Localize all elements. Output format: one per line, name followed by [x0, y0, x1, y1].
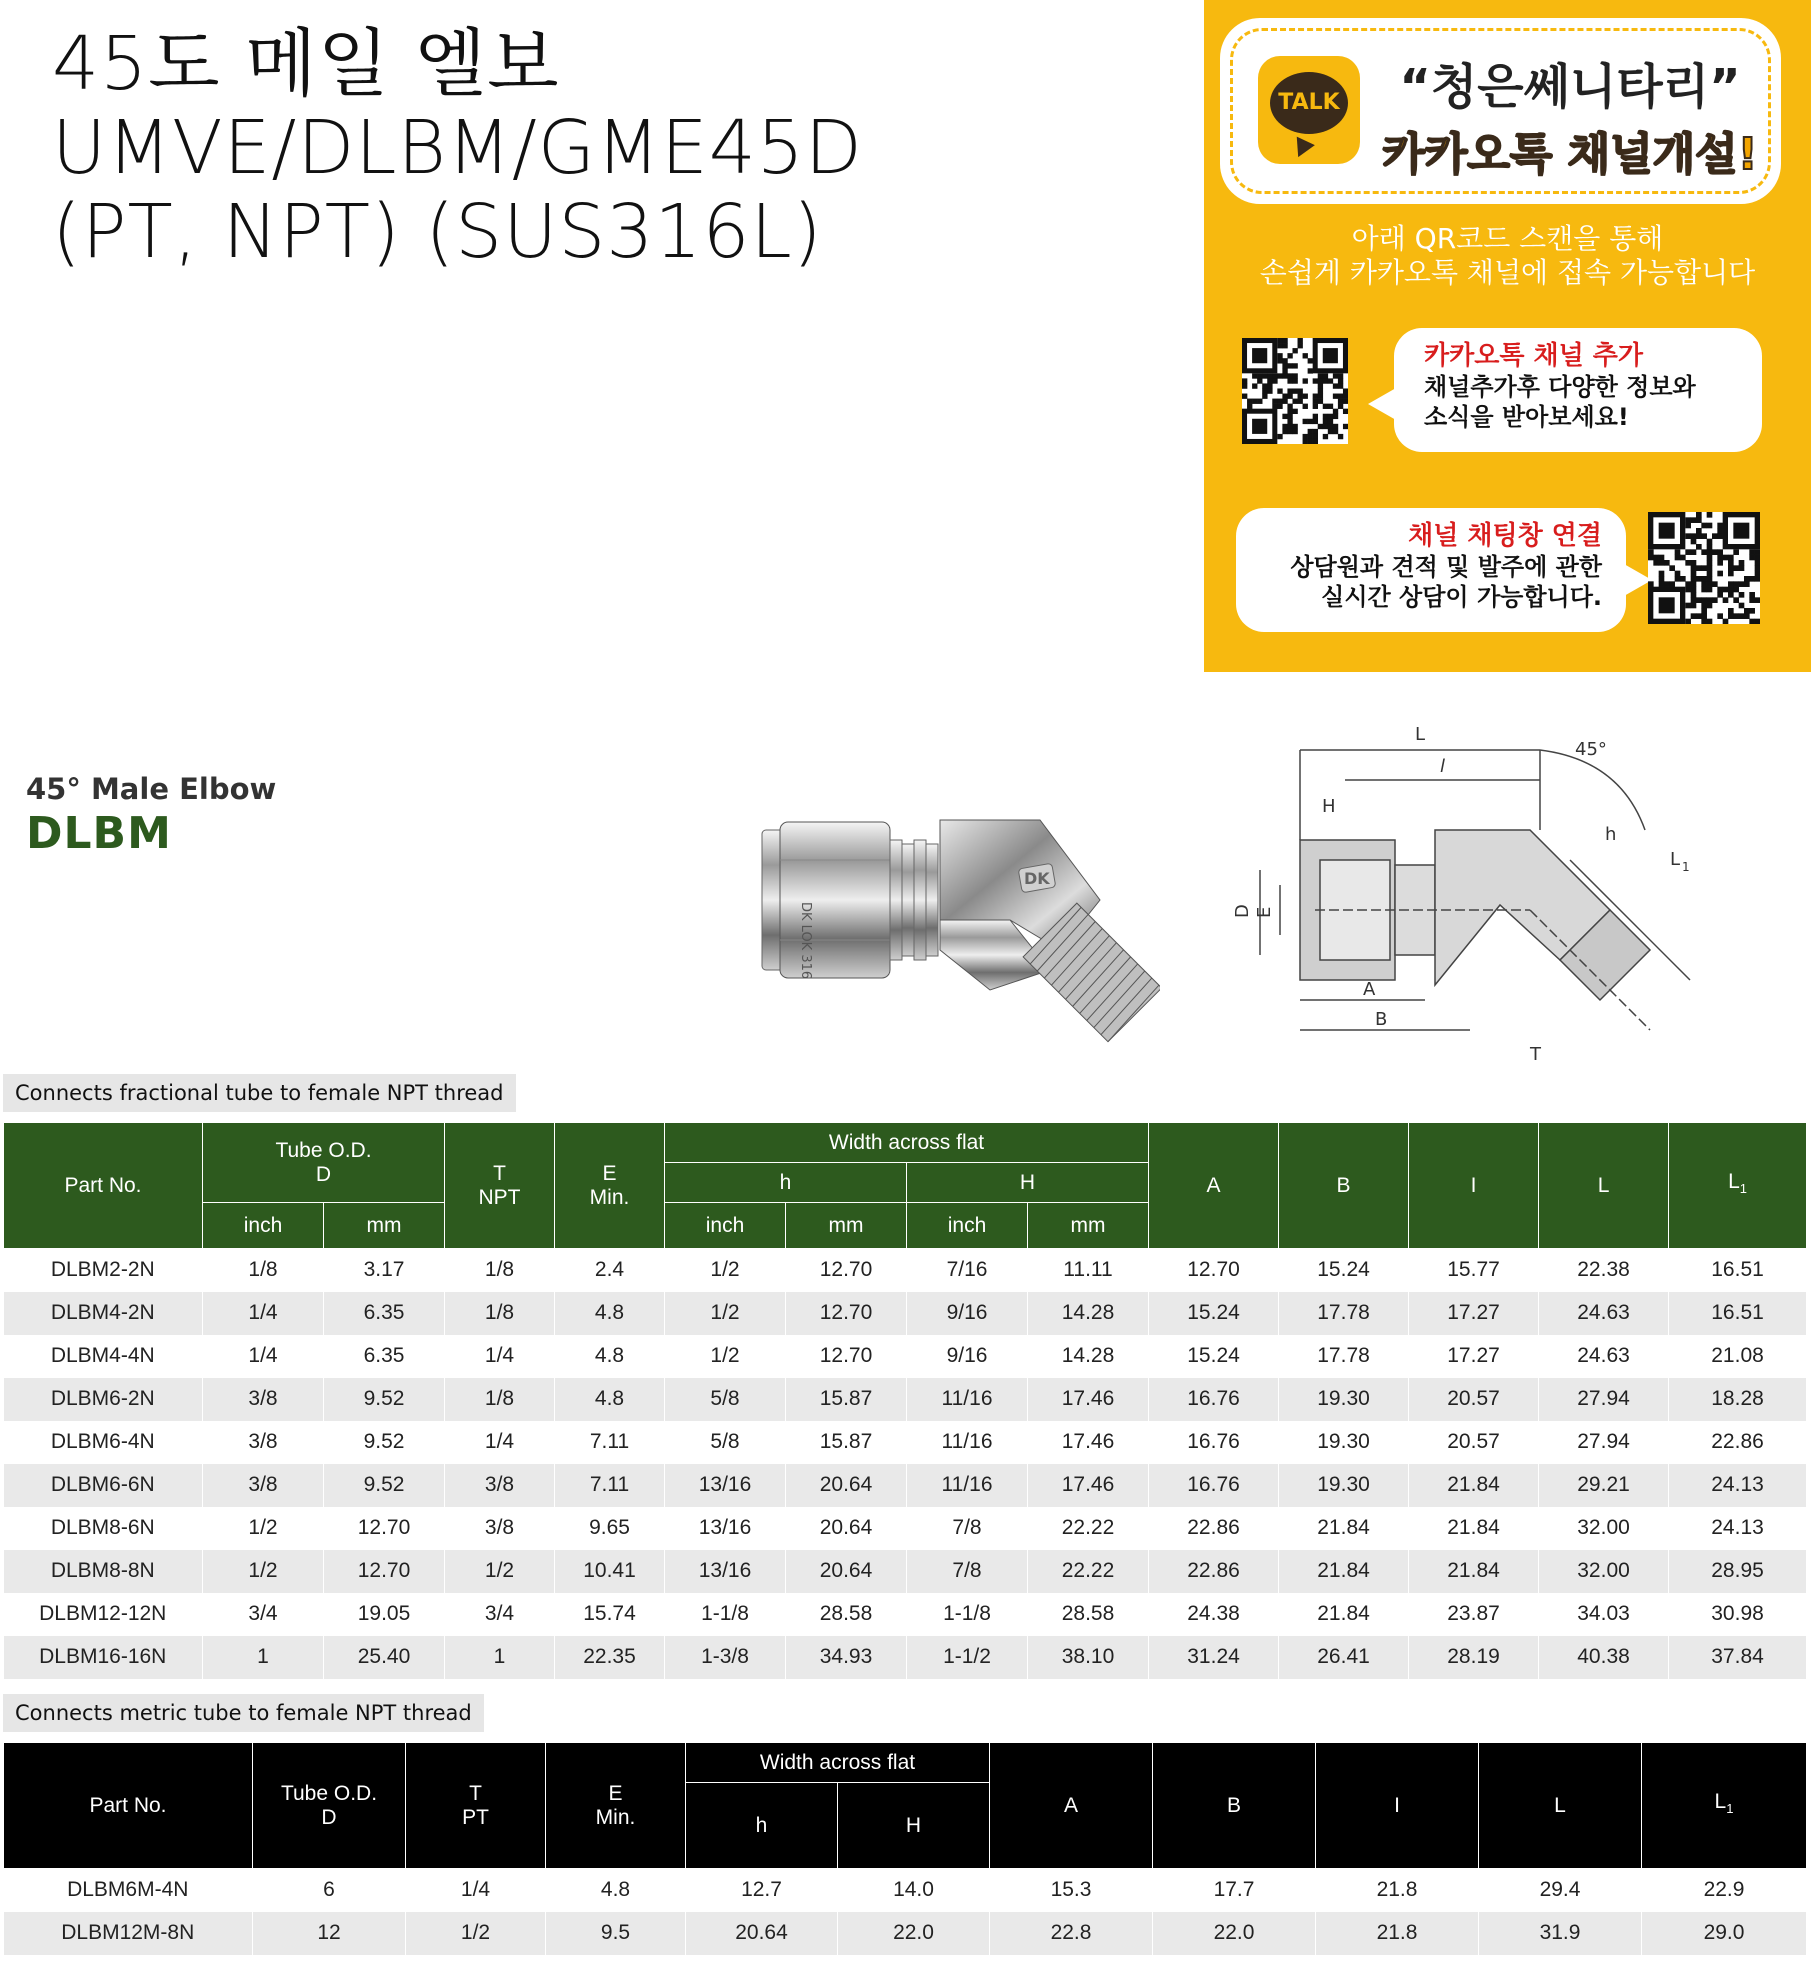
- channel-add-text-1: 채널추가후 다양한 정보와: [1424, 373, 1696, 401]
- product-subtitle: 45° Male Elbow: [26, 772, 277, 806]
- dim-E: E: [1254, 906, 1275, 918]
- table-cell: 22.8: [990, 1912, 1153, 1955]
- dim-L: L: [1415, 724, 1426, 745]
- table-cell: 16.76: [1149, 1378, 1279, 1421]
- table-cell: 15.77: [1409, 1249, 1539, 1292]
- table-cell: 15.24: [1149, 1335, 1279, 1378]
- table-cell: 15.87: [786, 1378, 907, 1421]
- table-cell: 12.70: [786, 1335, 907, 1378]
- col-a: A: [1149, 1123, 1279, 1249]
- table-cell: 1-1/2: [907, 1636, 1028, 1679]
- table-cell: 22.38: [1539, 1249, 1669, 1292]
- table-cell: 21.84: [1409, 1464, 1539, 1507]
- table-cell: 16.51: [1669, 1249, 1807, 1292]
- table-cell: 11/16: [907, 1464, 1028, 1507]
- table-cell: 1/4: [203, 1292, 324, 1335]
- table-cell: 3/4: [445, 1593, 555, 1636]
- m-col-l1: $L_1$: [1642, 1743, 1807, 1869]
- table-cell: 15.24: [1149, 1292, 1279, 1335]
- page-title: [52, 22, 1172, 274]
- table-cell: 1/4: [406, 1869, 546, 1912]
- table-cell: 1/2: [665, 1249, 786, 1292]
- table-cell: 23.87: [1409, 1593, 1539, 1636]
- table-cell: 38.10: [1028, 1636, 1149, 1679]
- table-cell: 1/4: [445, 1335, 555, 1378]
- table-cell: 29.21: [1539, 1464, 1669, 1507]
- col-h-inch: inch: [665, 1203, 786, 1249]
- table-cell: 12.7: [686, 1869, 838, 1912]
- m-col-a: A: [990, 1743, 1153, 1869]
- col-H-mm: mm: [1028, 1203, 1149, 1249]
- table-cell: 7.11: [555, 1464, 665, 1507]
- table-row: [4, 1421, 1807, 1464]
- channel-chat-text-1: 상담원과 견적 및 발주에 관한: [1290, 553, 1602, 581]
- table-cell: 7.11: [555, 1421, 665, 1464]
- table-cell: 22.9: [1642, 1869, 1807, 1912]
- table-row: [4, 1636, 1807, 1679]
- m-col-t: T PT: [406, 1743, 546, 1869]
- table-cell: 22.22: [1028, 1550, 1149, 1593]
- m-col-l: L: [1479, 1743, 1642, 1869]
- table-cell: 1-1/8: [907, 1593, 1028, 1636]
- table-row: [4, 1593, 1807, 1636]
- table-cell: 6.35: [324, 1335, 445, 1378]
- col-b: B: [1279, 1123, 1409, 1249]
- kakao-headline-box: [1220, 18, 1781, 204]
- m-col-b: B: [1153, 1743, 1316, 1869]
- table-cell: 22.22: [1028, 1507, 1149, 1550]
- part-number-cell: DLBM6M-4N: [4, 1869, 253, 1912]
- table-cell: 20.57: [1409, 1378, 1539, 1421]
- table-cell: 1/8: [203, 1249, 324, 1292]
- col-l: L: [1539, 1123, 1669, 1249]
- table-cell: 17.46: [1028, 1464, 1149, 1507]
- part-number-cell: DLBM6-4N: [4, 1421, 203, 1464]
- table-cell: 22.0: [838, 1912, 990, 1955]
- table-cell: 6: [253, 1869, 406, 1912]
- dim-h: h: [1605, 824, 1617, 845]
- table-cell: 1/8: [445, 1378, 555, 1421]
- table-row: [4, 1869, 1807, 1912]
- table-cell: 24.13: [1669, 1507, 1807, 1550]
- qr-code-chat-icon[interactable]: [1648, 512, 1760, 624]
- table-cell: 16.76: [1149, 1464, 1279, 1507]
- table-cell: 28.58: [786, 1593, 907, 1636]
- dim-L1: L: [1670, 849, 1681, 870]
- table-cell: 17.7: [1153, 1869, 1316, 1912]
- col-h-mm: mm: [786, 1203, 907, 1249]
- dim-T: T: [1530, 1044, 1541, 1065]
- qr-code-channel-add-icon[interactable]: [1242, 338, 1348, 444]
- dim-L1-sub: 1: [1682, 860, 1690, 874]
- col-tube-inch: inch: [203, 1203, 324, 1249]
- table-cell: 32.00: [1539, 1550, 1669, 1593]
- channel-add-heading: 카카오톡 채널 추가: [1424, 341, 1644, 371]
- nut-mark: DK LOK 316: [798, 902, 813, 980]
- table-cell: 3.17: [324, 1249, 445, 1292]
- table-cell: 1-3/8: [665, 1636, 786, 1679]
- table-cell: 16.51: [1669, 1292, 1807, 1335]
- table-cell: 6.35: [324, 1292, 445, 1335]
- table-cell: 4.8: [546, 1869, 686, 1912]
- table-cell: 21.84: [1409, 1550, 1539, 1593]
- table-cell: 3/8: [203, 1378, 324, 1421]
- table-cell: 17.27: [1409, 1335, 1539, 1378]
- scan-text-1: 아래 QR코드 스캔을 통해: [1351, 222, 1664, 255]
- table-cell: 14.28: [1028, 1292, 1149, 1335]
- table-cell: 12.70: [1149, 1249, 1279, 1292]
- table-row: [4, 1378, 1807, 1421]
- col-t: T NPT: [445, 1123, 555, 1249]
- table-cell: 12.70: [324, 1550, 445, 1593]
- part-number-cell: DLBM12M-8N: [4, 1912, 253, 1955]
- table-cell: 1/2: [665, 1335, 786, 1378]
- talk-label: TALK: [1278, 90, 1340, 115]
- table-cell: 9.52: [324, 1464, 445, 1507]
- table-cell: 15.24: [1279, 1249, 1409, 1292]
- table-cell: 19.05: [324, 1593, 445, 1636]
- table-cell: 24.13: [1669, 1464, 1807, 1507]
- table-cell: 3/8: [203, 1464, 324, 1507]
- table-cell: 9.65: [555, 1507, 665, 1550]
- table-cell: 40.38: [1539, 1636, 1669, 1679]
- section1-caption: Connects fractional tube to female NPT thread: [3, 1074, 516, 1112]
- part-number-cell: DLBM6-6N: [4, 1464, 203, 1507]
- table-cell: 34.93: [786, 1636, 907, 1679]
- table-cell: 1: [203, 1636, 324, 1679]
- col-h-large: H: [907, 1163, 1149, 1203]
- m-col-tube-od: Tube O.D. D: [253, 1743, 406, 1869]
- table-cell: 24.38: [1149, 1593, 1279, 1636]
- channel-chat-heading: 채널 채팅창 연결: [1408, 521, 1602, 551]
- table-cell: 1: [445, 1636, 555, 1679]
- table-cell: 20.64: [686, 1912, 838, 1955]
- table-cell: 28.58: [1028, 1593, 1149, 1636]
- table-cell: 1/2: [665, 1292, 786, 1335]
- part-number-cell: DLBM4-2N: [4, 1292, 203, 1335]
- table-cell: 12.70: [786, 1292, 907, 1335]
- col-l1: $L_1$: [1669, 1123, 1807, 1249]
- table-cell: 9/16: [907, 1335, 1028, 1378]
- table-row: [4, 1507, 1807, 1550]
- m-col-e: E Min.: [546, 1743, 686, 1869]
- channel-add-card[interactable]: [1394, 328, 1762, 452]
- fractional-spec-table: [3, 1122, 1807, 1679]
- table-cell: 27.94: [1539, 1421, 1669, 1464]
- table-cell: 20.64: [786, 1507, 907, 1550]
- channel-add-text-2: 소식을 받아보세요!: [1424, 403, 1629, 431]
- table-cell: 17.27: [1409, 1292, 1539, 1335]
- table-cell: 17.46: [1028, 1421, 1149, 1464]
- scan-text-2: 손쉽게 카카오톡 채널에 접속 가능합니다: [1259, 256, 1756, 289]
- table-cell: 28.95: [1669, 1550, 1807, 1593]
- dim-angle: 45°: [1575, 739, 1607, 760]
- kakao-talk-icon: [1258, 56, 1360, 164]
- table-row: [4, 1292, 1807, 1335]
- title-line-2: UMVE/DLBM/GME45D: [52, 105, 863, 191]
- product-photo: [750, 800, 1160, 1064]
- metric-spec-table: [3, 1742, 1807, 1955]
- table-cell: 24.63: [1539, 1292, 1669, 1335]
- table-cell: 9.52: [324, 1421, 445, 1464]
- col-part-no: Part No.: [4, 1123, 203, 1249]
- table-cell: 1/2: [406, 1912, 546, 1955]
- m-col-width-across-flat: Width across flat: [686, 1743, 990, 1783]
- col-e: E Min.: [555, 1123, 665, 1249]
- table-cell: 12: [253, 1912, 406, 1955]
- table-cell: 15.87: [786, 1421, 907, 1464]
- table-cell: 21.8: [1316, 1912, 1479, 1955]
- col-tube-od: Tube O.D. D: [203, 1123, 445, 1203]
- table-cell: 3/8: [203, 1421, 324, 1464]
- table-cell: 1/4: [203, 1335, 324, 1378]
- section2-caption: Connects metric tube to female NPT thread: [3, 1694, 484, 1732]
- table-cell: 15.3: [990, 1869, 1153, 1912]
- table-cell: 14.28: [1028, 1335, 1149, 1378]
- m-col-i: I: [1316, 1743, 1479, 1869]
- dim-D: D: [1232, 904, 1253, 918]
- table-cell: 22.86: [1149, 1550, 1279, 1593]
- table-row: [4, 1464, 1807, 1507]
- table-cell: 14.0: [838, 1869, 990, 1912]
- kakao-channel-banner[interactable]: [1204, 0, 1811, 672]
- dimension-drawing: [1230, 720, 1790, 1084]
- m-col-h-large: H: [838, 1783, 990, 1869]
- kakao-subheadline: 카카오톡 채널개설!: [1382, 129, 1758, 180]
- table-cell: 20.64: [786, 1550, 907, 1593]
- table-cell: 4.8: [555, 1378, 665, 1421]
- table-cell: 10.41: [555, 1550, 665, 1593]
- table-cell: 4.8: [555, 1335, 665, 1378]
- table-cell: 31.24: [1149, 1636, 1279, 1679]
- part-number-cell: DLBM8-8N: [4, 1550, 203, 1593]
- table-cell: 27.94: [1539, 1378, 1669, 1421]
- part-number-cell: DLBM2-2N: [4, 1249, 203, 1292]
- col-i: I: [1409, 1123, 1539, 1249]
- table-cell: 21.8: [1316, 1869, 1479, 1912]
- table-cell: 1/2: [445, 1550, 555, 1593]
- table-cell: 1/2: [203, 1507, 324, 1550]
- table-cell: 9/16: [907, 1292, 1028, 1335]
- table-cell: 17.46: [1028, 1378, 1149, 1421]
- table-cell: 32.00: [1539, 1507, 1669, 1550]
- table-cell: 22.86: [1669, 1421, 1807, 1464]
- dim-H: H: [1322, 796, 1336, 817]
- table-cell: 29.4: [1479, 1869, 1642, 1912]
- table-cell: 12.70: [324, 1507, 445, 1550]
- part-number-cell: DLBM8-6N: [4, 1507, 203, 1550]
- dim-B: B: [1375, 1009, 1388, 1030]
- photo-mark: DK: [1024, 869, 1050, 888]
- table-cell: 19.30: [1279, 1464, 1409, 1507]
- dim-l: l: [1440, 756, 1446, 777]
- m-col-h-small: h: [686, 1783, 838, 1869]
- title-line-1: 45도 메일 엘보: [52, 21, 560, 107]
- table-cell: 21.84: [1279, 1507, 1409, 1550]
- table-cell: 17.78: [1279, 1335, 1409, 1378]
- table-cell: 29.0: [1642, 1912, 1807, 1955]
- col-width-across-flat: Width across flat: [665, 1123, 1149, 1163]
- table-cell: 21.84: [1279, 1550, 1409, 1593]
- table-cell: 22.86: [1149, 1507, 1279, 1550]
- table-cell: 11/16: [907, 1421, 1028, 1464]
- part-number-cell: DLBM4-4N: [4, 1335, 203, 1378]
- table-cell: 1/8: [445, 1249, 555, 1292]
- table-cell: 13/16: [665, 1507, 786, 1550]
- table-cell: 18.28: [1669, 1378, 1807, 1421]
- table-cell: 1/2: [203, 1550, 324, 1593]
- table-cell: 21.84: [1279, 1593, 1409, 1636]
- table-cell: 31.9: [1479, 1912, 1642, 1955]
- table-cell: 22.35: [555, 1636, 665, 1679]
- table-cell: 9.52: [324, 1378, 445, 1421]
- dim-A: A: [1363, 979, 1376, 1000]
- table-cell: 17.78: [1279, 1292, 1409, 1335]
- table-row: [4, 1335, 1807, 1378]
- part-number-cell: DLBM6-2N: [4, 1378, 203, 1421]
- table-cell: 20.57: [1409, 1421, 1539, 1464]
- table-cell: 21.84: [1409, 1507, 1539, 1550]
- table-cell: 28.19: [1409, 1636, 1539, 1679]
- part-number-cell: DLBM12-12N: [4, 1593, 203, 1636]
- table-cell: 1-1/8: [665, 1593, 786, 1636]
- table-cell: 25.40: [324, 1636, 445, 1679]
- table-cell: 7/8: [907, 1507, 1028, 1550]
- table-cell: 16.76: [1149, 1421, 1279, 1464]
- table-cell: 22.0: [1153, 1912, 1316, 1955]
- table-cell: 11.11: [1028, 1249, 1149, 1292]
- table-cell: 15.74: [555, 1593, 665, 1636]
- table-cell: 3/8: [445, 1464, 555, 1507]
- table-cell: 2.4: [555, 1249, 665, 1292]
- channel-chat-text-2: 실시간 상담이 가능합니다.: [1321, 583, 1602, 611]
- table-cell: 21.08: [1669, 1335, 1807, 1378]
- table-cell: 30.98: [1669, 1593, 1807, 1636]
- table-row: [4, 1912, 1807, 1955]
- table-cell: 4.8: [555, 1292, 665, 1335]
- table-cell: 19.30: [1279, 1378, 1409, 1421]
- table-row: [4, 1550, 1807, 1593]
- table-cell: 5/8: [665, 1421, 786, 1464]
- table-cell: 9.5: [546, 1912, 686, 1955]
- table-row: [4, 1249, 1807, 1292]
- kakao-headline: “청은쎄니타리”: [1399, 59, 1741, 115]
- table-cell: 1/8: [445, 1292, 555, 1335]
- table-cell: 3/4: [203, 1593, 324, 1636]
- table-cell: 37.84: [1669, 1636, 1807, 1679]
- col-h-small: h: [665, 1163, 907, 1203]
- table-cell: 13/16: [665, 1464, 786, 1507]
- table-cell: 12.70: [786, 1249, 907, 1292]
- table-cell: 24.63: [1539, 1335, 1669, 1378]
- table-cell: 13/16: [665, 1550, 786, 1593]
- m-col-part-no: Part No.: [4, 1743, 253, 1869]
- table-cell: 19.30: [1279, 1421, 1409, 1464]
- col-H-inch: inch: [907, 1203, 1028, 1249]
- table-cell: 20.64: [786, 1464, 907, 1507]
- col-tube-mm: mm: [324, 1203, 445, 1249]
- table-cell: 3/8: [445, 1507, 555, 1550]
- product-name: DLBM: [26, 808, 172, 859]
- table-cell: 5/8: [665, 1378, 786, 1421]
- channel-chat-card[interactable]: [1236, 508, 1626, 632]
- table-cell: 11/16: [907, 1378, 1028, 1421]
- title-line-3: (PT, NPT) (SUS316L): [52, 189, 823, 275]
- table-cell: 7/16: [907, 1249, 1028, 1292]
- table-cell: 1/4: [445, 1421, 555, 1464]
- part-number-cell: DLBM16-16N: [4, 1636, 203, 1679]
- table-cell: 7/8: [907, 1550, 1028, 1593]
- table-cell: 26.41: [1279, 1636, 1409, 1679]
- table-cell: 34.03: [1539, 1593, 1669, 1636]
